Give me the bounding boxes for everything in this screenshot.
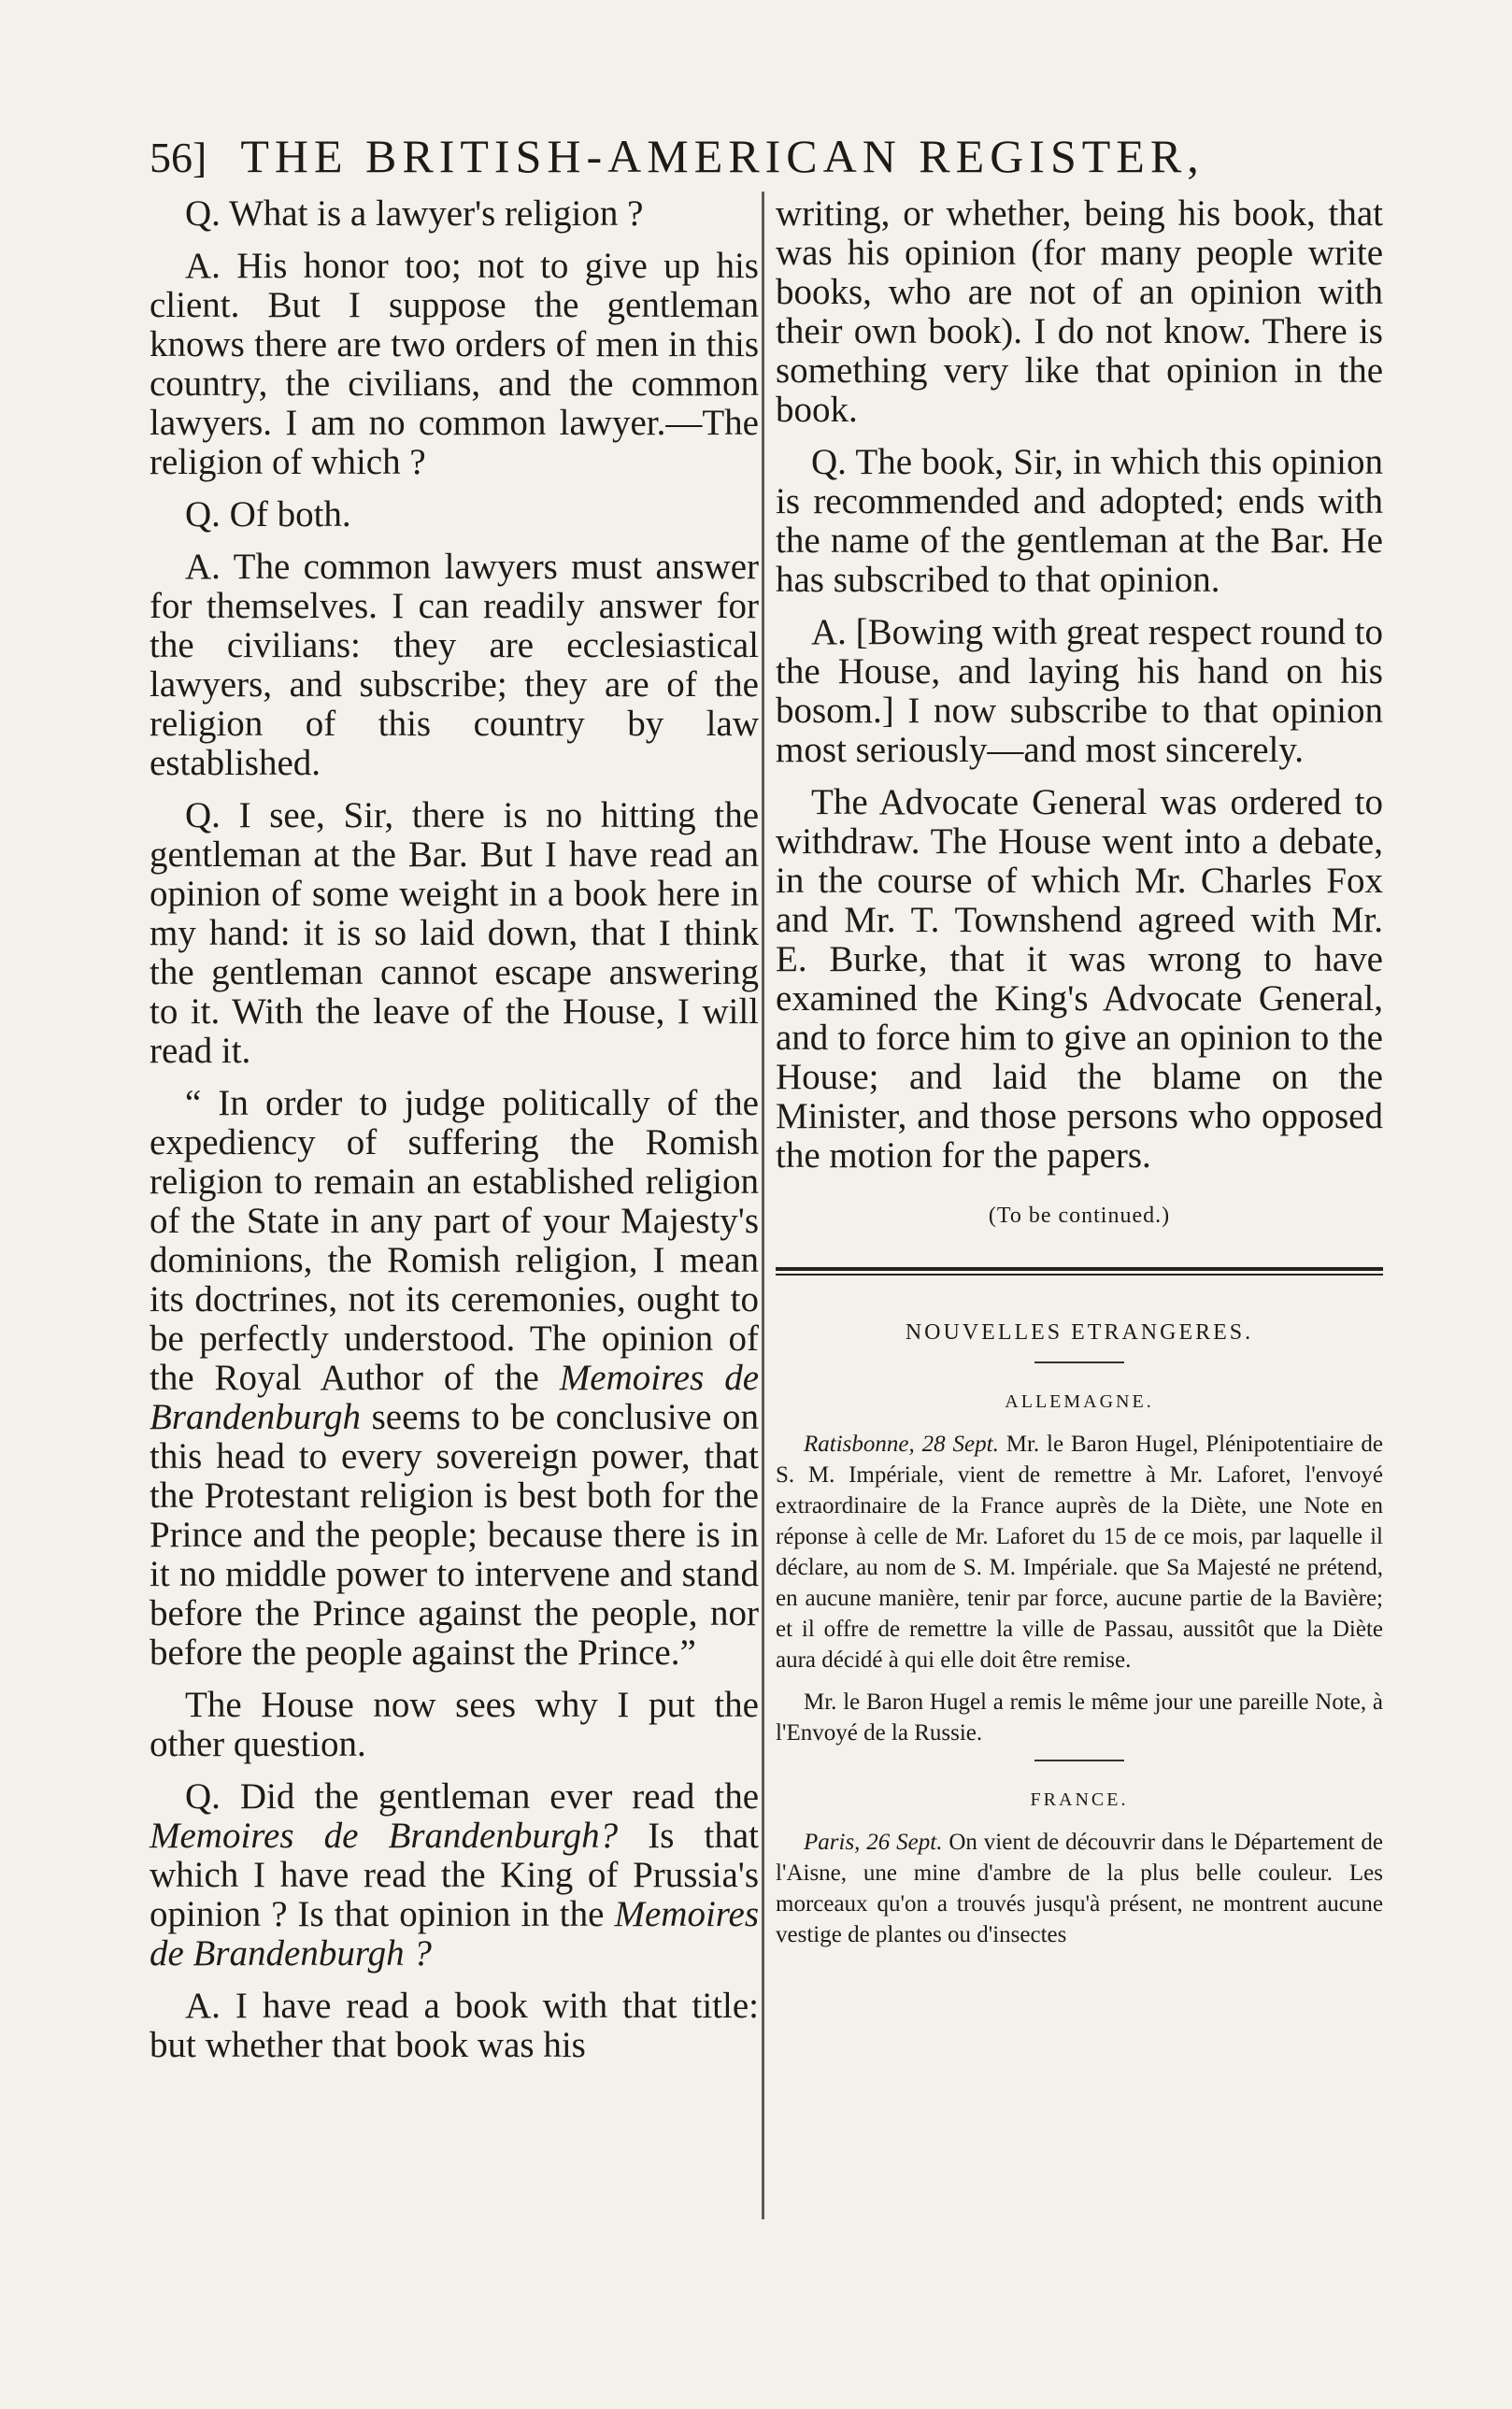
quotation-text: “ In order to judge politically of the expediency of suffering the Romish religion to remain an established religion of the State in any part of your Majesty's dominions, the Romish religion, I mean its doctrines, not its ceremonies, ought to be perfectly understood. The opinion of the Royal Author of the [150,1083,759,1398]
left-column [150,194,759,2078]
section-title: NOUVELLES ETRANGERES. [905,1320,1254,1345]
section-rule [776,1274,1383,1276]
paragraph: The House now sees why I put the other question. [150,1685,759,1764]
paragraph: Q. What is a lawyer's religion ? [185,193,644,234]
paragraph-text: Q. Did the gentleman ever read the [185,1776,759,1817]
page-header [150,129,1290,194]
paragraph: A. [Bowing with great respect round to the House, and laying his hand on his bosom.] I now subscribe to that opinion most seriously—and most sincerely. [776,612,1383,770]
dateline: Ratisbonne, 28 Sept. [804,1432,999,1457]
running-title: THE BRITISH-AMERICAN REGISTER, [240,130,1205,182]
column-divider [762,192,764,2219]
paragraph: Q. I see, Sir, there is no hitting the gentleman at the Bar. But I have read an opinion of some weight in a book here in my hand: it is so laid down, that I think the gentleman cannot escape answering to it. With the leave of the House, I will read it. [150,795,759,1071]
dateline: Paris, 26 Sept. [804,1830,943,1855]
section-rule [776,1267,1383,1271]
paragraph [150,1777,759,1974]
paragraph: The Advocate General was ordered to withdraw. The House went into a debate, in the course of which Mr. Charles Fox and Mr. T. Townshend agreed with Mr. E. Burke, that it was wrong to have examined the King's Advocate General, and to force him to give an opinion to the House; and laid the blame on the Minister, and those persons who opposed the motion for the papers. [776,782,1383,1176]
news-text: Mr. le Baron Hugel, Plénipotentiaire de S. M. Impériale, vient de remettre à Mr. Laforet, l'envoyé extraordinaire de la France auprès de la Diète, une Note en réponse à celle de Mr. Laforet du 15 de ce mois, par laquelle il déclare, au nom de S. M. Impériale. que Sa Majesté ne prétend, en aucune manière, tenir par force, aucune partie de la Bavière; et il offre de remettre la ville de Passau, aussitôt que la Diète aura décidé à qui elle doit être remise. [776,1432,1384,1673]
book-title: Memoires de Brandenburgh? [150,1816,619,1856]
subsection-title-allemagne: ALLEMAGNE. [1005,1391,1154,1412]
quotation-paragraph [150,1084,759,1673]
news-text: On vient de découvrir dans le Département de l'Aisne, une mine d'ambre de la plus belle couleur. Les morceaux qu'on a trouvés jusqu'à présent, ne montrent aucune vestige de plantes ou d'insectes [776,1830,1384,1947]
quotation-text: seems to be conclusive on this head to every sovereign power, that the Protestant religion is best both for the Prince and the people; because there is in it no middle power to intervene and stand before the Prince against the people, nor before the people against the Prince.” [150,1397,760,1673]
paragraph: A. I have read a book with that title: but whether that book was his [150,1986,759,2065]
to-be-continued-note: (To be continued.) [988,1204,1171,1228]
paragraph-text: Is that which I have read the King of Prussia's opinion ? Is that opinion in the [150,1816,759,1934]
book-title: Memoires de Brandenburgh ? [150,1894,759,1974]
news-paragraph: Mr. le Baron Hugel a remis le même jour une pareille Note, à l'Envoyé de la Russie. [776,1689,1383,1746]
divider [1034,1361,1124,1363]
paragraph: Q. Of both. [185,494,351,535]
page-number: 56] [150,134,207,181]
right-column [776,194,1383,1961]
book-title: Memoires de Brandenburgh [150,1358,760,1437]
news-paragraph [776,1429,1383,1675]
paragraph: writing, or whether, being his book, that was his opinion (for many people write books, who are not of an opinion with their own book). I do not know. There is something very like that opinion in the book. [776,193,1383,430]
news-paragraph [776,1827,1383,1950]
subsection-title-france: FRANCE. [1030,1789,1129,1810]
divider [1034,1760,1124,1761]
paragraph: Q. The book, Sir, in which this opinion is recommended and adopted; ends with the name of the gentleman at the Bar. He has subscribed to that opinion. [776,442,1383,600]
paragraph: A. His honor too; not to give up his client. But I suppose the gentleman knows there are two orders of men in this country, the civilians, and the common lawyers. I am no common lawyer.—The religion of which ? [150,246,759,482]
paragraph: A. The common lawyers must answer for themselves. I can readily answer for the civilians: they are ecclesiastical lawyers, and subscribe; they are of the religion of this country by law established. [150,547,759,783]
